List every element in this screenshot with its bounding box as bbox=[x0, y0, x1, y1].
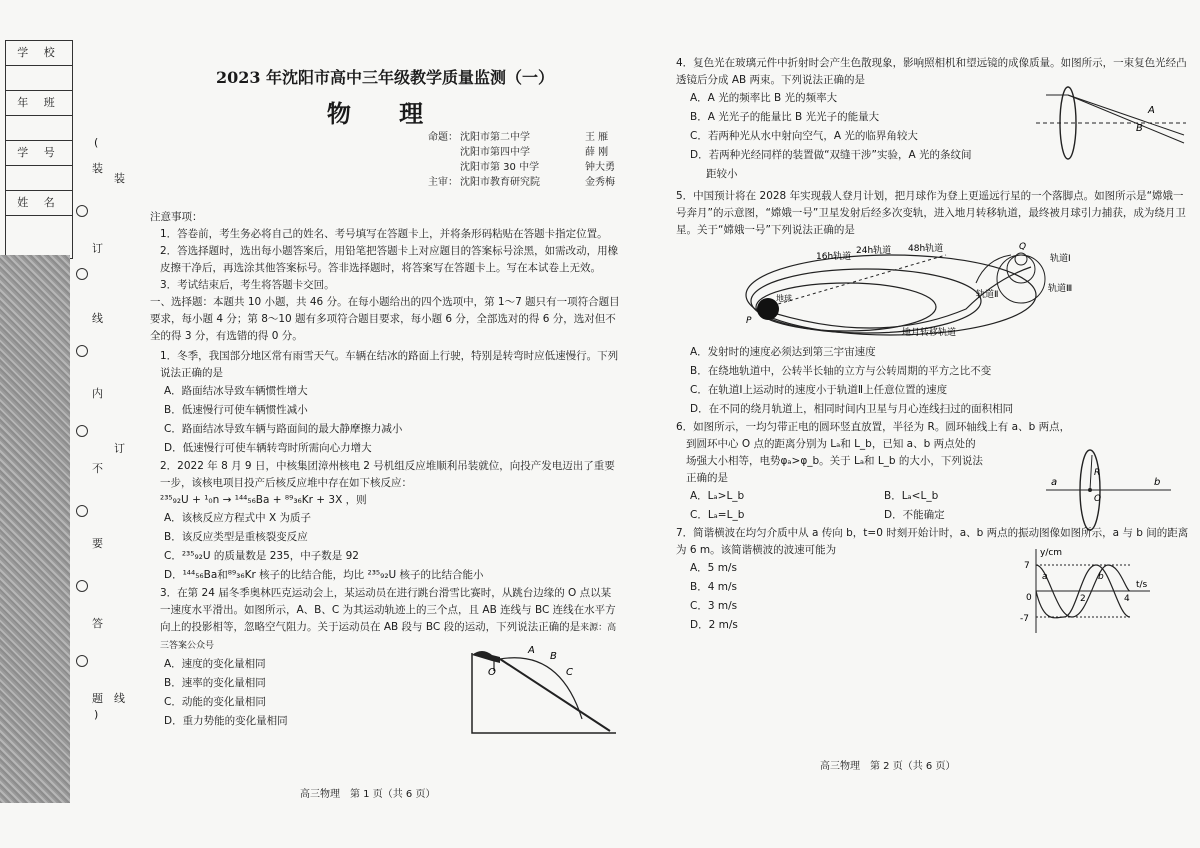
binding-hole bbox=[76, 268, 88, 280]
svg-text:t/s: t/s bbox=[1136, 580, 1148, 590]
question-stem: 2．2022 年 8 月 9 日，中核集团漳州核电 2 号机组反应堆顺利吊装就位，向投产发电迈出了重要一步，该核电项目投产后核反应堆中存在如下核反应： bbox=[160, 460, 615, 489]
q6-option-c[interactable]: C．Lₐ=L_b bbox=[690, 509, 745, 521]
binding-char: 不 bbox=[92, 462, 103, 475]
q6-option-a[interactable]: A．Lₐ>L_b bbox=[690, 490, 745, 502]
binding-paren-close: ) bbox=[94, 708, 99, 721]
binding-char: 订 bbox=[92, 242, 103, 255]
notice-title: 注意事项： bbox=[150, 211, 203, 223]
class-label: 年 班 bbox=[6, 91, 72, 116]
svg-text:a: a bbox=[1042, 572, 1048, 582]
school-label: 学 校 bbox=[6, 41, 72, 66]
svg-text:16h轨道: 16h轨道 bbox=[816, 252, 852, 262]
binding-char: 要 bbox=[92, 537, 103, 550]
name-field[interactable] bbox=[6, 216, 72, 258]
q7-option-c[interactable]: C．3 m/s bbox=[690, 600, 738, 612]
svg-text:A: A bbox=[528, 645, 535, 656]
binding-hole bbox=[76, 345, 88, 357]
q5-option-d[interactable]: D．在不同的绕月轨道上，相同时间内卫星与月心连线扫过的面积相同 bbox=[690, 403, 1014, 415]
svg-text:y/cm: y/cm bbox=[1040, 548, 1063, 558]
lunar-orbit-diagram bbox=[676, 239, 1191, 339]
exam-title: 2023 年沈阳市高中三年级教学质量监测（一） bbox=[215, 68, 555, 87]
question-stem-cont: 正确的是 bbox=[686, 472, 728, 484]
binding-hole bbox=[76, 425, 88, 437]
q7-option-d[interactable]: D．2 m/s bbox=[690, 619, 738, 631]
svg-text:R: R bbox=[1094, 468, 1101, 478]
svg-text:2: 2 bbox=[1080, 594, 1086, 604]
school-field[interactable] bbox=[6, 66, 72, 91]
q2-option-d[interactable]: D．¹⁴⁴₅₆Ba和⁸⁹₃₆Kr 核子的比结合能，均比 ²³⁵₉₂U 核子的比结合能小 bbox=[164, 569, 484, 581]
q3-option-a[interactable]: A．速度的变化量相同 bbox=[164, 658, 266, 670]
svg-text:b: b bbox=[1154, 477, 1161, 488]
q4-option-d-cont: 距较小 bbox=[706, 168, 738, 180]
q4-option-b[interactable]: B．A 光光子的能量比 B 光光子的能量大 bbox=[690, 111, 880, 123]
svg-text:地月转移轨道: 地月转移轨道 bbox=[902, 328, 957, 338]
binding-char: 线 bbox=[92, 312, 103, 325]
committee-list: 命题： 沈阳市第二中学 王 雁 沈阳市第四中学 薛 刚 沈阳市第 30 中学 钟大勇 主审： 沈阳市教育研究院 金秀梅 bbox=[428, 132, 615, 188]
svg-text:B: B bbox=[1136, 123, 1143, 134]
q7-option-a[interactable]: A．5 m/s bbox=[690, 562, 737, 574]
student-info-box bbox=[5, 40, 73, 259]
q4-option-c[interactable]: C．若两种光从水中射向空气，A 光的临界角较大 bbox=[690, 130, 918, 142]
lens-diagram bbox=[1036, 83, 1186, 163]
svg-text:48h轨道: 48h轨道 bbox=[908, 244, 944, 254]
binding-char: 答 bbox=[92, 617, 103, 630]
q1-option-c[interactable]: C．路面结冰导致车辆与路面间的最大静摩擦力减小 bbox=[164, 423, 403, 435]
q5-option-a[interactable]: A．发射时的速度必须达到第三宇宙速度 bbox=[690, 346, 876, 358]
question-stem-cont: 到圆环中心 O 点的距离分别为 Lₐ和 L_b，已知 a、b 两点处的 bbox=[686, 438, 976, 450]
q3-option-c[interactable]: C．动能的变化量相同 bbox=[164, 696, 266, 708]
svg-text:24h轨道: 24h轨道 bbox=[856, 246, 892, 256]
q1-option-d[interactable]: D．低速慢行可使车辆转弯时所需向心力增大 bbox=[164, 442, 372, 454]
student-id-field[interactable] bbox=[6, 166, 72, 191]
page-two bbox=[676, 55, 1191, 635]
svg-text:轨道Ⅰ: 轨道Ⅰ bbox=[1050, 254, 1071, 264]
ski-jump-diagram bbox=[470, 645, 620, 737]
q1-option-b[interactable]: B．低速慢行可使车辆惯性减小 bbox=[164, 404, 308, 416]
q2-option-a[interactable]: A．该核反应方程式中 X 为质子 bbox=[164, 512, 312, 524]
q6-option-b[interactable]: B．Lₐ<L_b bbox=[884, 490, 939, 502]
class-field[interactable] bbox=[6, 116, 72, 141]
svg-text:b: b bbox=[1098, 572, 1104, 582]
question-stem: 4．复色光在玻璃元件中折射时会产生色散现象，影响照相机和望远镜的成像质量。如图所示，一束复色光经凸透镜后分成 AB 两束。下列说法正确的是 bbox=[676, 57, 1187, 86]
binding-shade bbox=[0, 255, 70, 803]
svg-text:轨道Ⅱ: 轨道Ⅱ bbox=[976, 290, 999, 300]
q2-option-c[interactable]: C．²³⁵₉₂U 的质量数是 235，中子数是 92 bbox=[164, 550, 359, 562]
binding-char: 内 bbox=[92, 387, 103, 400]
binding-hole bbox=[76, 580, 88, 592]
exam-subject: 物 理 bbox=[326, 99, 444, 128]
question-stem: 7．简谐横波在均匀介质中从 a 传向 b，t=0 时刻开始计时，a、b 两点的振动图像如图所示，a 与 b 间的距离为 6 m。该简谐横波的波速可能为 bbox=[676, 527, 1189, 556]
q7-option-b[interactable]: B．4 m/s bbox=[690, 581, 737, 593]
q5-option-b[interactable]: B．在绕地轨道中，公转半长轴的立方与公转周期的平方之比不变 bbox=[690, 365, 992, 377]
student-id-label: 学 号 bbox=[6, 141, 72, 166]
binding-hole bbox=[76, 505, 88, 517]
binding-char: 题 bbox=[92, 692, 103, 705]
question-stem: 3．在第 24 届冬季奥林匹克运动会上，某运动员在进行跳台滑雪比赛时，从跳台边缘的 O 点以某一速度水平滑出。如图所示，A、B、C 为其运动轨迹上的三个点，且 AB 连线与 BC 连线在水平方向上的投影相等，忽略空气阻力。关于运动员在 AB 段与 BC 段的运动，下列说法正确的是来源：高三答案公众号 bbox=[160, 587, 617, 651]
q1-option-a[interactable]: A．路面结冰导致车辆惯性增大 bbox=[164, 385, 308, 397]
q2-option-b[interactable]: B．该反应类型是重核裂变反应 bbox=[164, 531, 308, 543]
page-one bbox=[150, 55, 620, 731]
svg-text:地球: 地球 bbox=[776, 294, 792, 303]
svg-text:7: 7 bbox=[1024, 561, 1030, 571]
nuclear-equation: ²³⁵₉₂U + ¹₀n → ¹⁴⁴₅₆Ba + ⁸⁹₃₆Kr + 3X ，则 bbox=[160, 494, 367, 506]
section-heading: 一、选择题：本题共 10 小题，共 46 分。在每小题给出的四个选项中，第 1～7 题只有一项符合题目要求，每小题 4 分；第 8～10 题有多项符合题目要求，每小题 6 分，全部选对的得 6 分，选对但不全的得 3 分，有选错的得 0 分。 bbox=[150, 296, 620, 342]
svg-text:4: 4 bbox=[1124, 594, 1130, 604]
svg-text:Q: Q bbox=[1019, 242, 1027, 252]
name-label: 姓 名 bbox=[6, 191, 72, 216]
svg-text:轨道Ⅲ: 轨道Ⅲ bbox=[1048, 284, 1073, 294]
q5-option-c[interactable]: C．在轨道Ⅰ上运动时的速度小于轨道Ⅱ上任意位置的速度 bbox=[690, 384, 948, 396]
question-stem: 6．如图所示，一均匀带正电的圆环竖直放置，半径为 R。圆环轴线上有 a、b 两点， bbox=[676, 421, 1071, 433]
q4-option-a[interactable]: A．A 光的频率比 B 光的频率大 bbox=[690, 92, 838, 104]
binding-hole bbox=[76, 205, 88, 217]
svg-text:B: B bbox=[550, 651, 557, 662]
binding-char: 线 bbox=[114, 692, 125, 705]
q6-option-d[interactable]: D．不能确定 bbox=[884, 509, 945, 521]
q3-option-d[interactable]: D．重力势能的变化量相同 bbox=[164, 715, 288, 727]
svg-text:O: O bbox=[1094, 494, 1102, 504]
q4-option-d[interactable]: D．若两种光经同样的装置做“双缝干涉”实验，A 光的条纹间 bbox=[690, 149, 972, 161]
notice-item: 1．答卷前，考生务必将自己的姓名、考号填写在答题卡上，并将条形码粘贴在答题卡指定位置。 bbox=[160, 228, 608, 240]
binding-char: 装 bbox=[92, 162, 103, 175]
q3-option-b[interactable]: B．速率的变化量相同 bbox=[164, 677, 266, 689]
svg-text:O: O bbox=[488, 667, 496, 678]
source-note: 来源：高三答案公众号 bbox=[160, 623, 617, 651]
binding-hole bbox=[76, 655, 88, 667]
question-stem: 5．中国预计将在 2028 年实现载人登月计划，把月球作为登上更遥远行星的一个落脚点。如图所示是“嫦娥一号奔月”的示意图，“嫦娥一号”卫星发射后经多次变轨，进入地月转移轨道，最终被月球引力捕获，成为绕月卫星。关于“嫦娥一号”下列说法正确的是 bbox=[676, 190, 1186, 236]
binding-char: 订 bbox=[114, 442, 125, 455]
question-stem-cont: 场强大小相等，电势φₐ>φ_b。关于 Lₐ和 L_b 的大小，下列说法 bbox=[686, 455, 983, 467]
svg-text:0: 0 bbox=[1026, 593, 1032, 603]
svg-text:A: A bbox=[1148, 105, 1155, 116]
binding-paren-open: ( bbox=[94, 136, 99, 149]
svg-text:-7: -7 bbox=[1020, 614, 1029, 624]
svg-text:C: C bbox=[566, 667, 573, 678]
svg-text:a: a bbox=[1051, 477, 1058, 488]
charged-ring-diagram bbox=[1046, 445, 1176, 535]
notice-item: 2．答选择题时，选出每小题答案后，用铅笔把答题卡上对应题目的答案标号涂黑，如需改动，用橡皮擦干净后，再选涂其他答案标号。答非选择题时，将答案写在答题卡上。写在本试卷上无效。 bbox=[160, 245, 619, 274]
svg-text:P: P bbox=[746, 316, 752, 326]
vibration-graph bbox=[1016, 545, 1156, 637]
binding-char: 装 bbox=[114, 172, 125, 185]
page-footer: 高三物理 第 1 页（共 6 页） bbox=[300, 789, 436, 800]
page-footer: 高三物理 第 2 页（共 6 页） bbox=[820, 761, 956, 772]
notice-item: 3．考试结束后，考生将答题卡交回。 bbox=[160, 279, 335, 291]
question-stem: 1．冬季，我国部分地区常有雨雪天气。车辆在结冰的路面上行驶，特别是转弯时应低速慢行。下列说法正确的是 bbox=[160, 350, 619, 379]
